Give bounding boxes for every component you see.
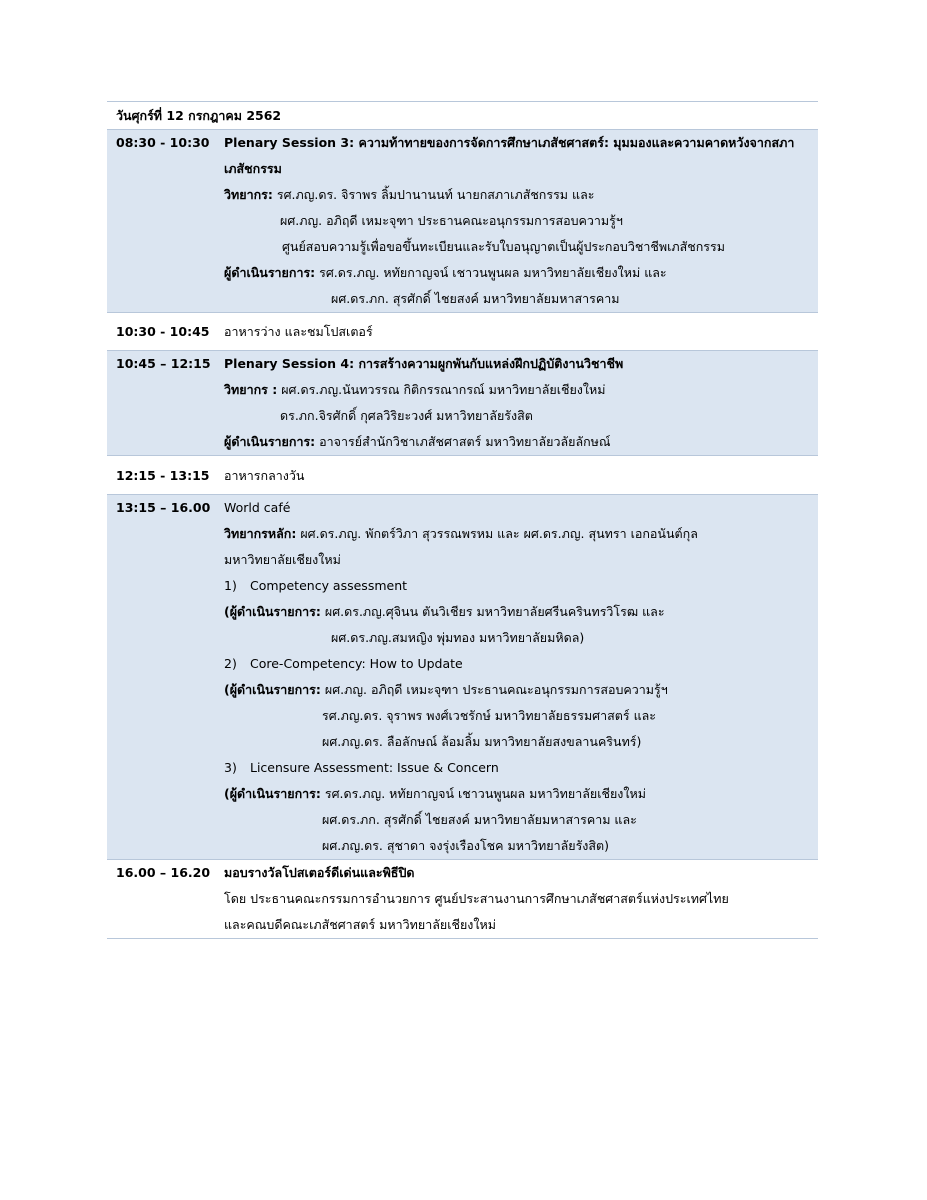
session-time: 16.00 – 16.20 [116, 865, 211, 880]
session-break: 10:30 - 10:45 อาหารว่าง และชมโปสเตอร์ [107, 313, 818, 351]
session-title: World café [224, 500, 291, 515]
topic-heading: 3) Licensure Assessment: Issue & Concern [224, 760, 499, 775]
moderator-line: ผศ.ภญ.ดร. สุชาดา จงรุ่งเรืองโชค มหาวิทยาลัยรังสิต) [322, 838, 610, 853]
session-lunch: 12:15 - 13:15 อาหารกลางวัน [107, 456, 818, 495]
session-title: Plenary Session 4: การสร้างความผูกพันกับแหล่งฝึกปฏิบัติงานวิชาชีพ [224, 356, 624, 371]
topic-heading: 2) Core-Competency: How to Update [224, 656, 463, 671]
session-plenary-4 [107, 351, 818, 456]
session-title-cont: เภสัชกรรม [224, 161, 282, 176]
moderator-line: (ผู้ดำเนินรายการ: ผศ.ดร.ภญ.ศุจินน ตันวิเชียร มหาวิทยาลัยศรีนครินทรวิโรฒ และ [224, 604, 665, 619]
session-content [224, 860, 818, 938]
moderator-line: ผศ.ดร.ภก. สุรศักดิ์ ไชยสงค์ มหาวิทยาลัยมหาสารคาม และ [322, 812, 637, 827]
session-world-cafe [107, 495, 818, 860]
speaker-line: ผศ.ภญ. อภิฤดี เหมะจุฑา ประธานคณะอนุกรรมการสอบความรู้ฯ [280, 213, 623, 228]
closing-line: และคณบดีคณะเภสัชศาสตร์ มหาวิทยาลัยเชียงใหม่ [224, 917, 496, 932]
break-text: อาหารว่าง และชมโปสเตอร์ [224, 324, 373, 339]
session-time: 10:45 – 12:15 [116, 356, 211, 371]
moderator-line: ผู้ดำเนินรายการ: อาจารย์สำนักวิชาเภสัชศาสตร์ มหาวิทยาลัยวลัยลักษณ์ [224, 434, 611, 449]
moderator-line: (ผู้ดำเนินรายการ: รศ.ดร.ภญ. หทัยกาญจน์ เชาวนพูนผล มหาวิทยาลัยเชียงใหม่ [224, 786, 646, 801]
session-content [224, 351, 818, 455]
lunch-text: อาหารกลางวัน [224, 468, 305, 483]
speaker-line: วิทยากร : ผศ.ดร.ภญ.นันทวรรณ กิติกรรณากรณ์ มหาวิทยาลัยเชียงใหม่ [224, 382, 606, 397]
moderator-line: รศ.ภญ.ดร. จุราพร พงศ์เวชรักษ์ มหาวิทยาลัยธรรมศาสตร์ และ [322, 708, 656, 723]
main-speaker-line: วิทยากรหลัก: ผศ.ดร.ภญ. พักตร์วิภา สุวรรณพรหม และ ผศ.ดร.ภญ. สุนทรา เอกอนันต์กุล [224, 526, 698, 541]
main-speaker-line: มหาวิทยาลัยเชียงใหม่ [224, 552, 341, 567]
moderator-line: ผศ.ภญ.ดร. ลือลักษณ์ ล้อมลิ้ม มหาวิทยาลัยสงขลานครินทร์) [322, 734, 642, 749]
moderator-line: ผศ.ดร.ภก. สุรศักดิ์ ไชยสงค์ มหาวิทยาลัยมหาสารคาม [331, 291, 620, 306]
speaker-line: วิทยากร: รศ.ภญ.ดร. จิราพร ลิ้มปานานนท์ นายกสภาเภสัชกรรม และ [224, 187, 595, 202]
session-time: 08:30 - 10:30 [116, 135, 210, 150]
session-content [224, 495, 818, 859]
session-time: 13:15 – 16.00 [116, 500, 211, 515]
session-plenary-3 [107, 130, 818, 313]
speaker-line: ดร.ภก.จิรศักดิ์ กุศลวิริยะวงศ์ มหาวิทยาลัยรังสิต [280, 408, 533, 423]
closing-line: โดย ประธานคณะกรรมการอำนวยการ ศูนย์ประสานงานการศึกษาเภสัชศาสตร์แห่งประเทศไทย [224, 891, 729, 906]
session-title: Plenary Session 3: ความท้าทายของการจัดการศึกษาเภสัชศาสตร์: มุมมองและความคาดหวังจากสภา [224, 135, 795, 150]
topic-heading: 1) Competency assessment [224, 578, 408, 593]
moderator-line: ผู้ดำเนินรายการ: รศ.ดร.ภญ. หทัยกาญจน์ เชาวนพูนผล มหาวิทยาลัยเชียงใหม่ และ [224, 265, 667, 280]
date-heading: วันศุกร์ที่ 12 กรกฎาคม 2562 [107, 101, 818, 130]
speaker-line: ศูนย์สอบความรู้เพื่อขอขึ้นทะเบียนและรับใบอนุญาตเป็นผู้ประกอบวิชาชีพเภสัชกรรม [282, 239, 725, 254]
session-closing [107, 860, 818, 939]
session-title: มอบรางวัลโปสเตอร์ดีเด่นและพิธีปิด [224, 865, 415, 880]
moderator-line: ผศ.ดร.ภญ.สมหญิง พุ่มทอง มหาวิทยาลัยมหิดล) [331, 630, 585, 645]
session-content [224, 130, 818, 312]
schedule-table [107, 101, 818, 939]
moderator-line: (ผู้ดำเนินรายการ: ผศ.ภญ. อภิฤดี เหมะจุฑา ประธานคณะอนุกรรมการสอบความรู้ฯ [224, 682, 668, 697]
